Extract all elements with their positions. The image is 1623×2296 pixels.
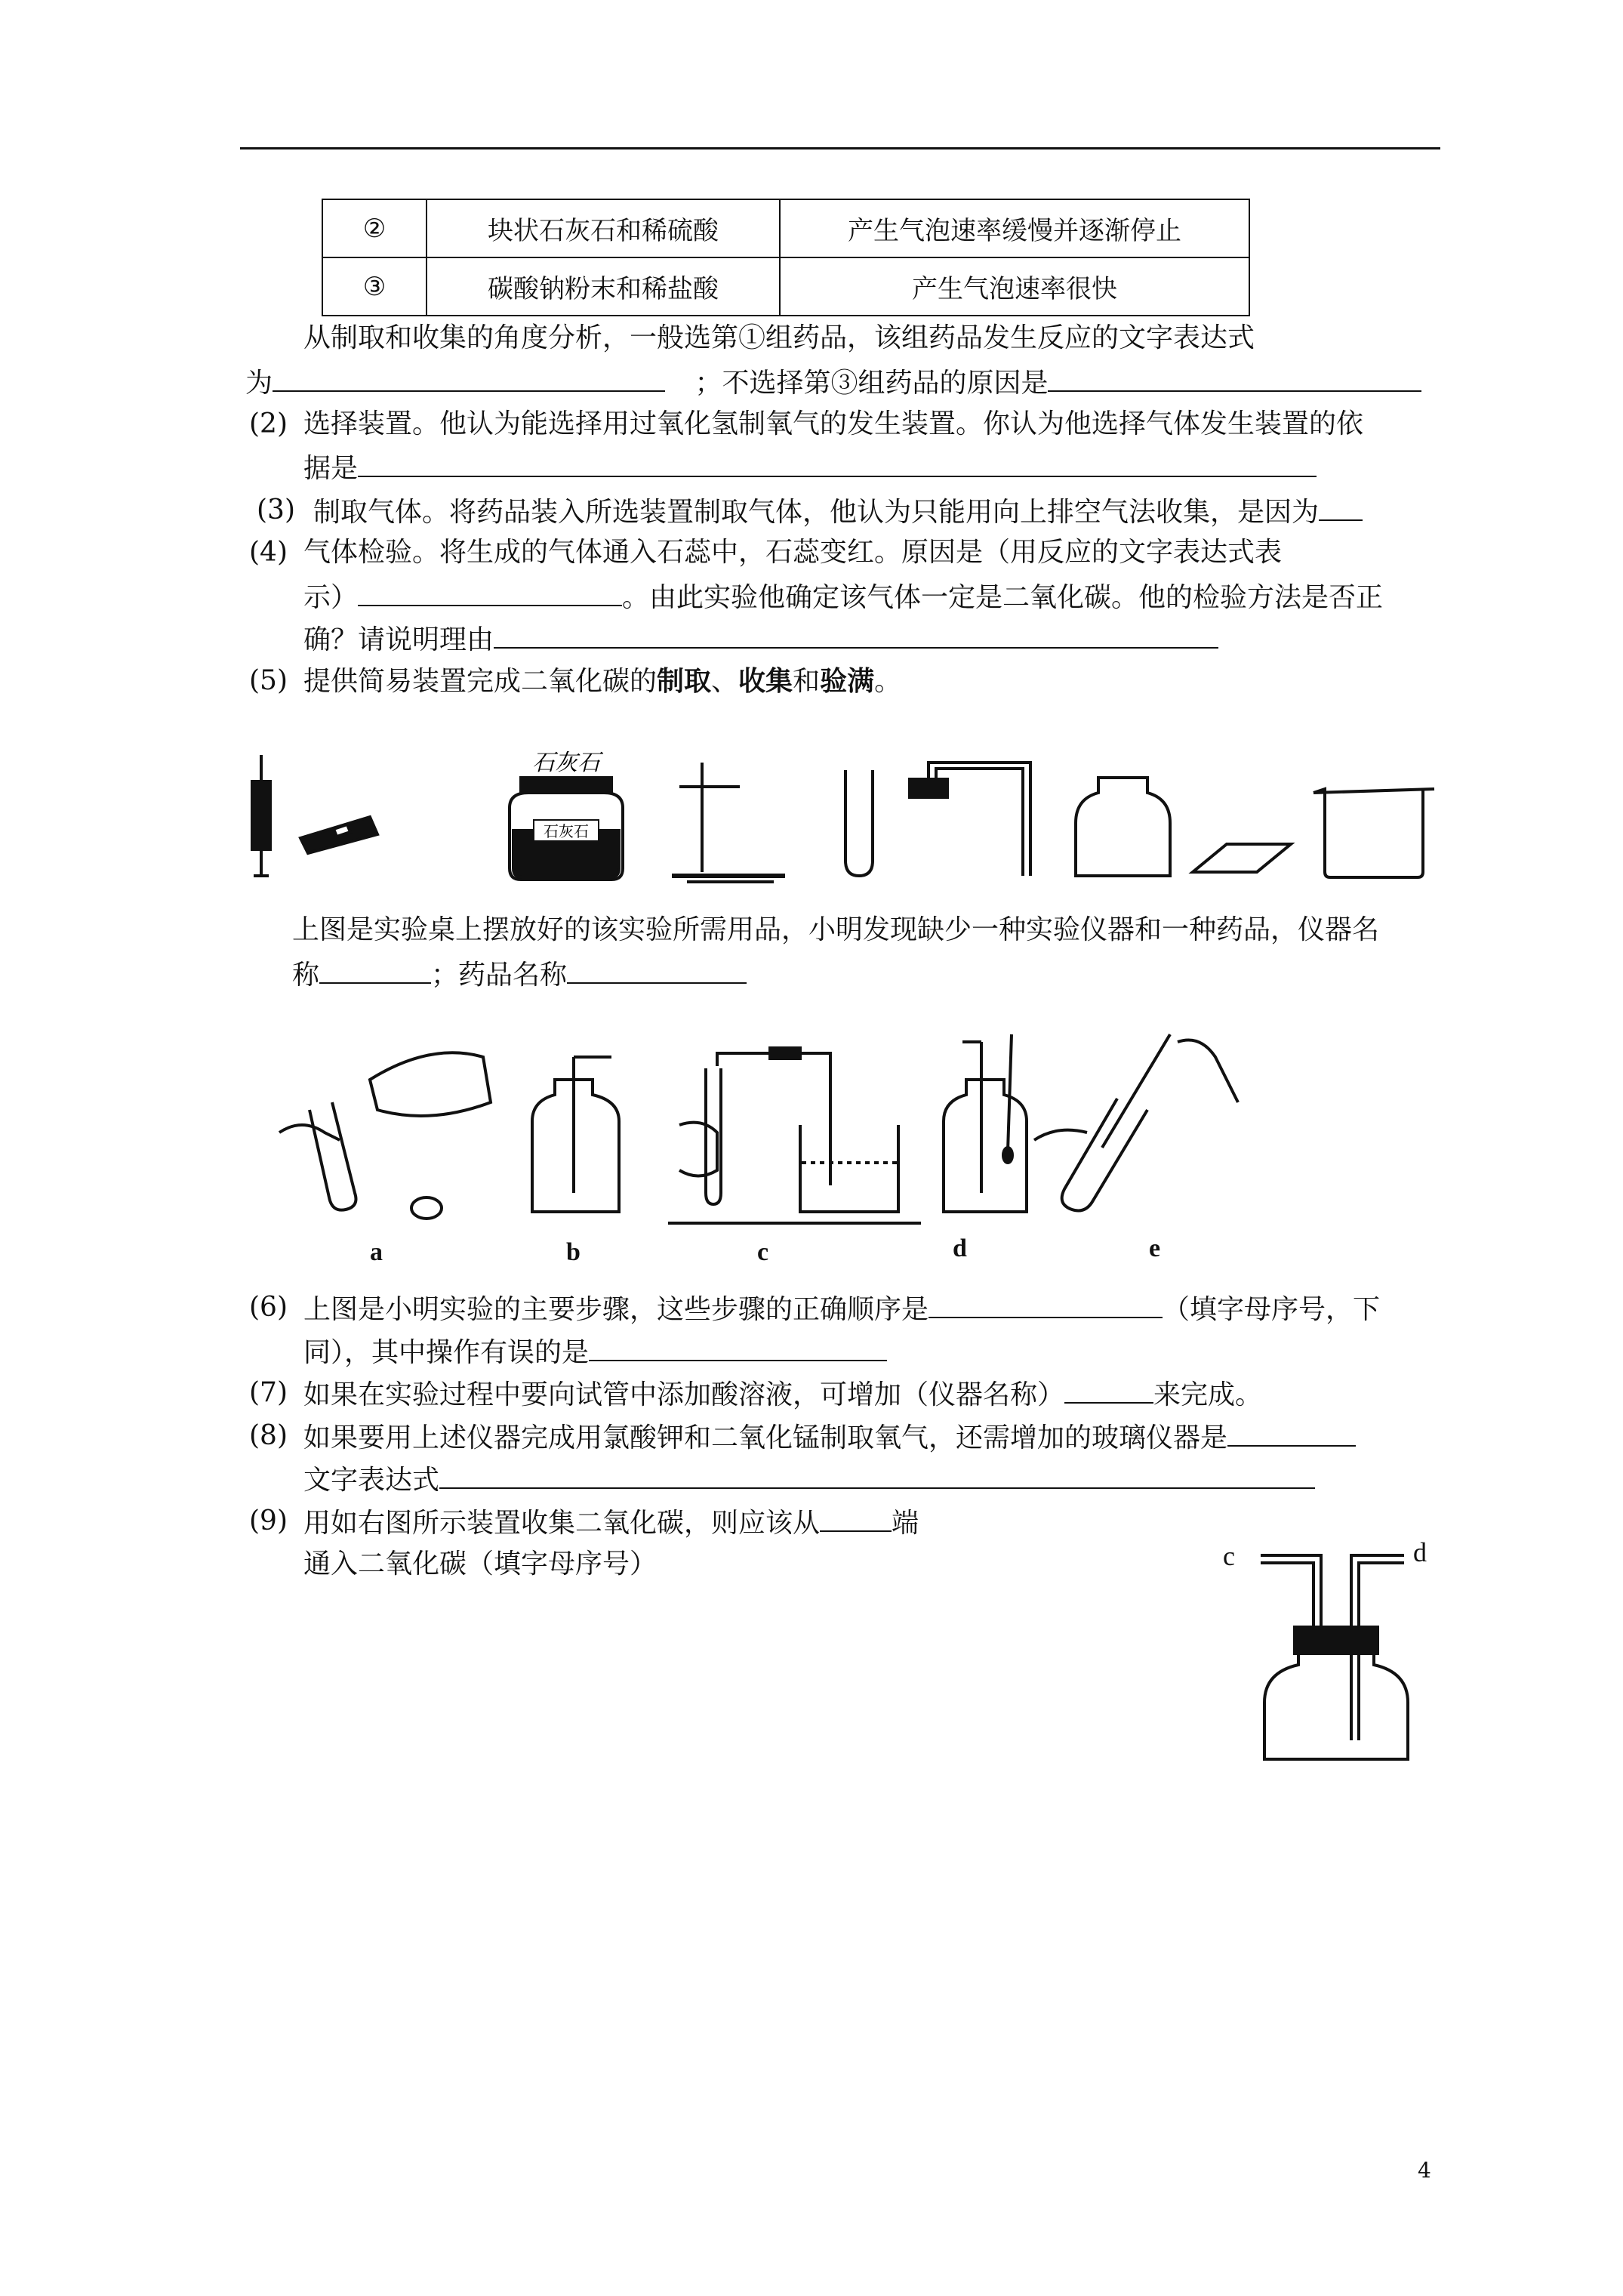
q2-number: (2) [249, 408, 288, 439]
limestone-label: 石灰石 [532, 750, 600, 775]
answer-blank[interactable] [358, 579, 622, 606]
paragraph-1b: 为 ；不选择第③组药品的原因是 [245, 365, 1421, 400]
step-b-illustration [532, 1057, 619, 1212]
slide-icon [300, 817, 377, 853]
q6-line-b: 同），其中操作有误的是 [303, 1334, 887, 1370]
row-number: ② [322, 199, 427, 257]
steps-figure [257, 1012, 1329, 1238]
reagent-cell: 块状石灰石和稀硫酸 [427, 199, 780, 257]
q7-number: (7) [249, 1377, 288, 1408]
step-label-c: c [757, 1238, 769, 1266]
q8-number: (8) [249, 1420, 288, 1451]
step-c-illustration [668, 1048, 921, 1223]
jar-label: 石灰石 [544, 824, 589, 840]
q6-line-a: 上图是小明实验的主要步骤，这些步骤的正确顺序是 （填字母序号，下 [303, 1291, 1380, 1327]
q5-line: 提供简易装置完成二氧化碳的制取、收集和验满。 [303, 665, 902, 697]
port-c-label: c [1223, 1541, 1235, 1571]
iron-stand-icon [672, 763, 785, 882]
phenomenon-cell: 产生气泡速率很快 [780, 257, 1249, 316]
paragraph-5b: 称 ；药品名称 [292, 957, 747, 992]
test-tube-icon [845, 770, 873, 876]
q8-line-b: 文字表达式 [303, 1462, 1315, 1497]
beaker-icon [1313, 789, 1434, 877]
q9-line-a: 用如右图所示装置收集二氧化碳，则应该从 端 [303, 1505, 919, 1540]
answer-blank[interactable] [589, 1334, 887, 1361]
stopper-tube-icon [910, 763, 1030, 876]
q3-line: 制取气体。将药品装入所选装置制取气体，他认为只能用向上排空气法收集，是因为 [313, 494, 1363, 529]
phenomenon-cell: 产生气泡速率缓慢并逐渐停止 [780, 199, 1249, 257]
answer-blank[interactable] [273, 365, 665, 392]
q5-number: (5) [249, 665, 288, 696]
q4-line-c: 确？请说明理由 [303, 621, 1218, 657]
q4-line-b: 示） 。由此实验他确定该气体一定是二氧化碳。他的检验方法是否正 [303, 579, 1383, 615]
answer-blank[interactable] [1048, 365, 1421, 392]
port-d-label: d [1413, 1537, 1427, 1567]
header-rule [240, 147, 1440, 149]
step-label-b: b [566, 1238, 581, 1266]
answer-blank[interactable] [358, 450, 1317, 477]
answer-blank[interactable] [1319, 494, 1363, 521]
step-label-a: a [370, 1238, 383, 1266]
reagent-cell: 碳酸钠粉末和稀盐酸 [427, 257, 780, 316]
paragraph-5a: 上图是实验桌上摆放好的该实验所需用品，小明发现缺少一种实验仪器和一种药品，仪器名 [292, 914, 1380, 945]
table-row [322, 199, 1249, 257]
test-tube-brush-icon [252, 755, 270, 876]
glass-plate-icon [1193, 844, 1291, 872]
q2-line-a: 选择装置。他认为能选择用过氧化氢制氧气的发生装置。你认为他选择气体发生装置的依 [303, 408, 1364, 439]
q4-number: (4) [249, 537, 288, 568]
step-e-illustration [1034, 1034, 1238, 1211]
q4-line-a: 气体检验。将生成的气体通入石蕊中，石蕊变红。原因是（用反应的文字表达式表 [303, 537, 1283, 568]
answer-blank[interactable] [567, 957, 747, 984]
step-a-illustration [279, 1052, 491, 1219]
answer-blank[interactable] [820, 1505, 892, 1532]
gas-bottle-icon [1076, 778, 1170, 876]
equipment-figure [242, 747, 1449, 891]
answer-blank[interactable] [1227, 1419, 1356, 1447]
reagent-table [322, 199, 1250, 316]
answer-blank[interactable] [439, 1462, 1315, 1489]
q8-line: 如果要用上述仪器完成用氯酸钾和二氧化锰制取氧气，还需增加的玻璃仪器是 [303, 1419, 1356, 1455]
q9-number: (9) [249, 1505, 288, 1536]
q2-line-b: 据是 [303, 450, 1317, 485]
page-number: 4 [1418, 2158, 1431, 2183]
step-label-d: d [953, 1234, 967, 1262]
paragraph-1a: 从制取和收集的角度分析，一般选第①组药品，该组药品发生反应的文字表达式 [303, 322, 1255, 353]
q7-line: 如果在实验过程中要向试管中添加酸溶液，可增加（仪器名称） 来完成。 [303, 1376, 1262, 1412]
q9-line-b: 通入二氧化碳（填字母序号） [303, 1549, 658, 1579]
table-row [322, 257, 1249, 316]
q6-number: (6) [249, 1292, 288, 1323]
row-number: ③ [322, 257, 427, 316]
answer-blank[interactable] [494, 621, 1218, 649]
q3-number: (3) [257, 495, 295, 525]
answer-blank[interactable] [1064, 1376, 1153, 1404]
step-label-e: e [1149, 1234, 1161, 1262]
answer-blank[interactable] [319, 957, 431, 984]
answer-blank[interactable] [929, 1291, 1163, 1318]
collection-bottle-figure [1223, 1540, 1449, 1767]
step-d-illustration [944, 1034, 1027, 1212]
